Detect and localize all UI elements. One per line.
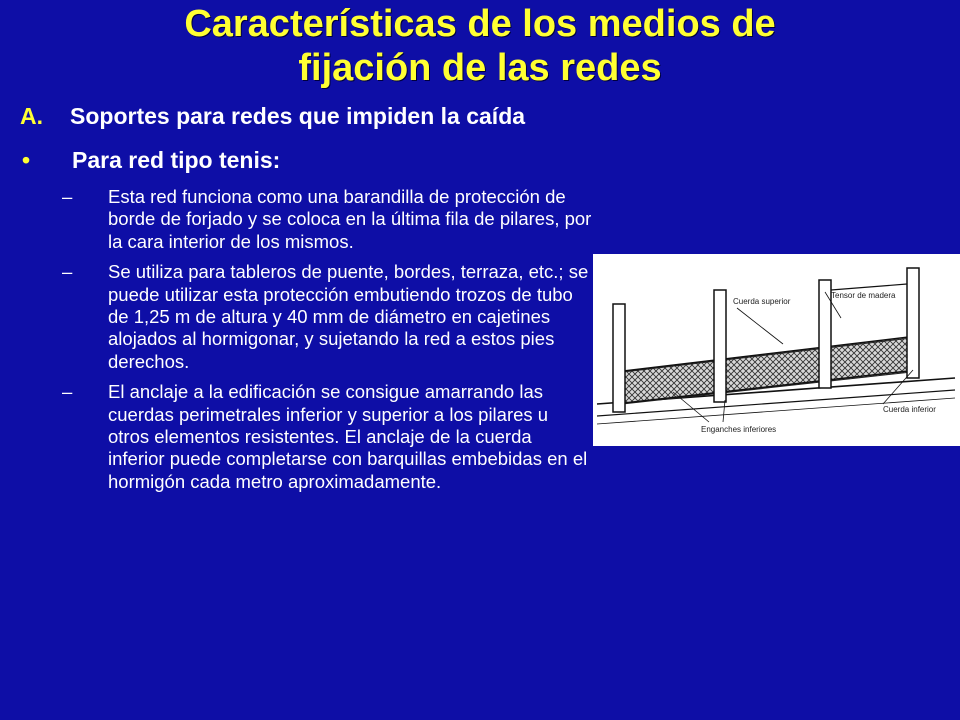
bullet-icon: • bbox=[22, 147, 31, 173]
list-item bbox=[62, 381, 592, 493]
net-mesh bbox=[623, 338, 911, 404]
label-bottom-rope: Cuerda inferior bbox=[883, 405, 936, 414]
post bbox=[613, 304, 625, 412]
list-item bbox=[62, 186, 592, 253]
sub-item-text: El anclaje a la edificación se consigue amarrando las cuerdas perimetrales inferior y superior a los pilares u otros elementos resistentes. El anclaje de la cuerda inferior puede completarse con barquillas embebidas en el hormigón cada metro aproximadamente. bbox=[108, 381, 588, 492]
title-line-2: fijación de las redes bbox=[298, 47, 662, 89]
sub-list bbox=[62, 186, 592, 501]
dash-marker: – bbox=[62, 261, 73, 283]
wood-tensor-line bbox=[831, 284, 907, 290]
item-a bbox=[20, 100, 525, 132]
label-wood-tensor: Tensor de madera bbox=[831, 291, 896, 300]
slide-title bbox=[40, 2, 920, 90]
post bbox=[819, 280, 831, 388]
label-bottom-hooks: Enganches inferiores bbox=[701, 425, 777, 434]
net-diagram bbox=[593, 254, 960, 446]
sub-item-text: Se utiliza para tableros de puente, bordes, terraza, etc.; se puede utilizar esta protección embutiendo trozos de tubo de 1,25 m de altura y 40 mm de diámetro en cajetines alojados al hormigonar, y sujetando la red a estos pies derechos. bbox=[108, 261, 589, 372]
net-diagram-svg bbox=[593, 254, 960, 446]
post bbox=[907, 268, 919, 378]
title-line-1: Características de los medios de bbox=[184, 3, 776, 45]
item-a-text: Soportes para redes que impiden la caída bbox=[70, 103, 526, 129]
sub-item-text: Esta red funciona como una barandilla de protección de borde de forjado y se coloca en la última fila de pilares, por la cara interior de los mismos. bbox=[108, 186, 592, 252]
dash-marker: – bbox=[62, 381, 73, 403]
post bbox=[714, 290, 726, 402]
leader-line bbox=[723, 400, 725, 422]
item-b-text: Para red tipo tenis: bbox=[72, 147, 281, 173]
leader-line bbox=[737, 308, 783, 344]
item-b bbox=[20, 144, 280, 176]
dash-marker: – bbox=[62, 186, 73, 207]
list-item bbox=[62, 261, 592, 373]
label-top-rope: Cuerda superior bbox=[733, 297, 791, 306]
item-a-marker: A. bbox=[20, 103, 43, 129]
